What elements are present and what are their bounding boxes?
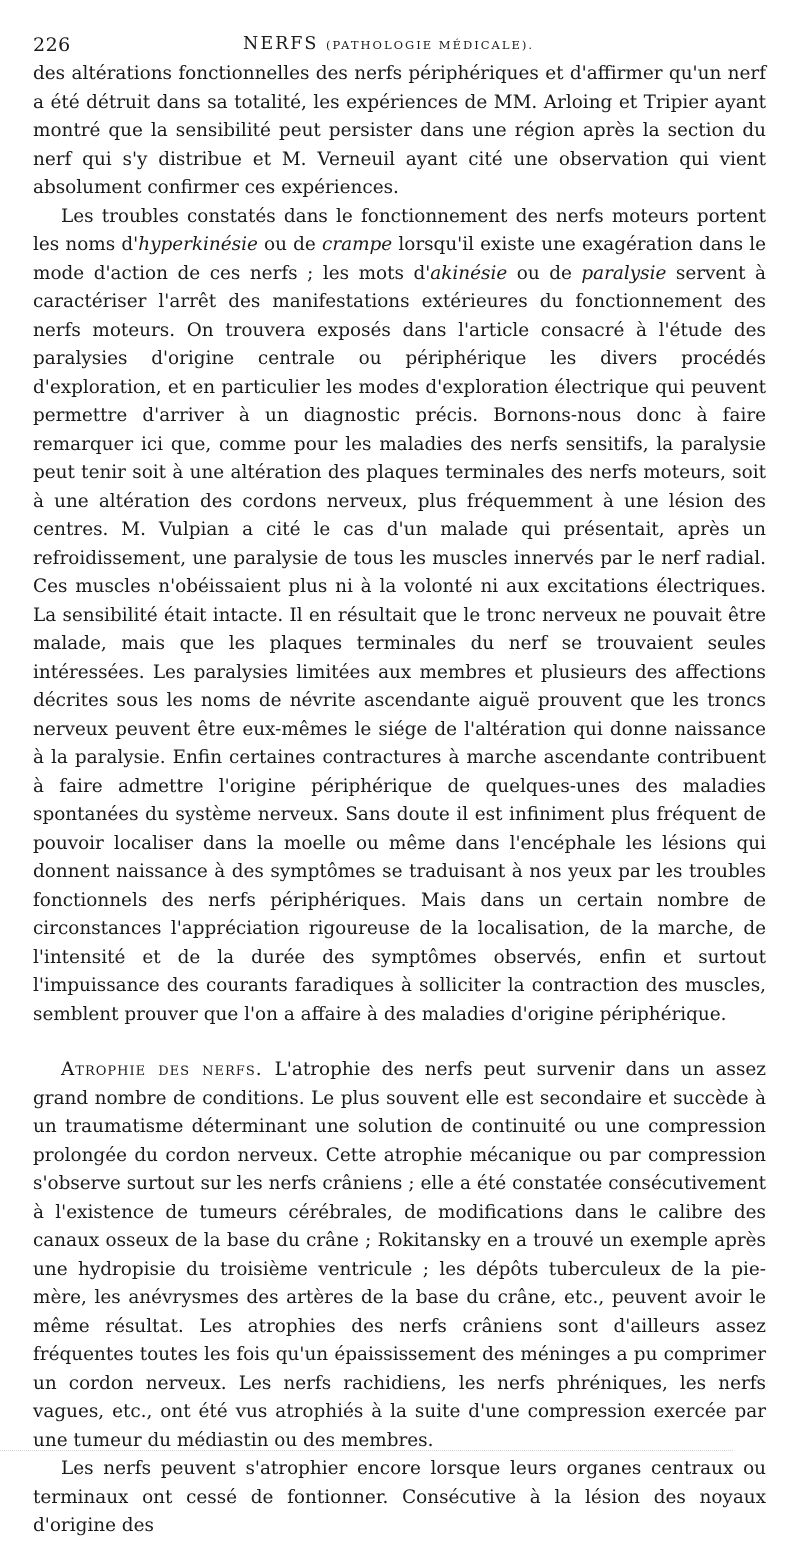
running-head — [33, 26, 766, 60]
header-title-main: NERFS — [243, 34, 319, 54]
paragraph-motor-nerves — [33, 203, 766, 1030]
section-title-atrophie: Atrophie des nerfs. — [61, 1059, 263, 1080]
term-paralysie: paralysie — [581, 262, 667, 284]
header-title — [243, 34, 534, 54]
para3-text: L'atrophie des nerfs peut survenir dans un assez grand nombre de conditions. Le plus souvent elle est secondaire et succède à un traumatisme déterminant une solution de continuité ou une compression prolongée du cordon nerveux. Cette atrophie mécanique ou par compression s'observe surtout sur les nerfs crâniens ; elle a été constatée consécutivement à l'existence de tumeurs cérébrales, de modifications dans le calibre des canaux osseux de la base du crâne ; Rokitansky en a trouvé un exemple après une hydropisie du troisième ventricule ; les dépôts tuberculeux de la pie-mère, les anévrysmes des artères de la base du crâne, etc., peuvent avoir le même résultat. Les atrophies des nerfs crâniens sont d'ailleurs assez fréquentes toutes les fois qu'un épaississement des méninges a pu comprimer un cordon nerveux. Les nerfs rachidiens, les nerfs phréniques, les nerfs vagues, etc., ont été vus atrophiés à la suite d'une compression exercée par une tumeur du médiastin ou des membres. — [33, 1059, 766, 1451]
para2-text-b: ou de — [257, 234, 323, 255]
page-bottom-noise — [0, 1450, 733, 1451]
page-number: 226 — [33, 34, 71, 56]
document-page — [33, 26, 766, 1541]
paragraph-atrophy-continued: Les nerfs peuvent s'atrophier encore lorsque leurs organes centraux ou terminaux ont cessé de fontionner. Consécutive à la lésion des noyaux d'origine des — [33, 1458, 766, 1536]
paragraph-atrophy — [33, 1056, 766, 1455]
para2-text-d: ou de — [507, 262, 582, 284]
section-spacer — [33, 1029, 766, 1056]
para2-text-c: lorsqu'il existe une exagération dans le mode d'action de ces nerfs ; les mots d' — [33, 234, 766, 284]
header-subtitle: (PATHOLOGIE MÉDICALE). — [325, 38, 535, 52]
para2-text-a: Les troubles constatés dans le fonctionnement des nerfs moteurs portent les noms d' — [33, 205, 766, 255]
paragraph-continuation: des altérations fonctionnelles des nerfs périphériques et d'affirmer qu'un nerf a été détruit dans sa totalité, les expériences de MM. Arloing et Tripier ayant montré que la sensibilité peut persister dans une région après la section du nerf qui s'y distribue et M. Verneuil ayant cité une observation qui vient absolument confirmer ces expériences. — [33, 63, 766, 198]
term-crampe: crampe — [322, 234, 393, 255]
para2-text-e: servent à caractériser l'arrêt des manifestations extérieures du fonctionnement des nerfs moteurs. On trouvera exposés dans l'article consacré à l'étude des paralysies d'origine centrale ou périphérique les divers procédés d'exploration, et en particulier les modes d'exploration électrique qui peuvent permettre d'arriver à un diagnostic précis. Bornons-nous donc à faire remarquer ici que, comme pour les maladies des nerfs sensitifs, la paralysie peut tenir soit à une altération des plaques terminales des nerfs moteurs, soit à une altération des cordons nerveux, plus fréquemment à une lésion des centres. M. Vulpian a cité le cas d'un malade qui présentait, après un refroidissement, une paralysie de tous les muscles innervés par le nerf radial. Ces muscles n'obéissaient plus ni à la volonté ni aux excitations électriques. La sensibilité était intacte. Il en résultait que le tronc nerveux ne pouvait être malade, mais que les plaques terminales du nerf se trouvaient seules intéressées. Les paralysies limitées aux membres et plusieurs des affections décrites sous les noms de névrite ascendante aiguë prouvent que les troncs nerveux peuvent être eux-mêmes le siége de l'altération qui donne naissance à la paralysie. Enfin certaines contractures à marche ascendante contribuent à faire admettre l'origine périphérique de quelques-unes des maladies spontanées du système nerveux. Sans doute il est infiniment plus fréquent de pouvoir localiser dans la moelle ou même dans l'encéphale les lésions qui donnent naissance à des symptômes se traduisant à nos yeux par les troubles fonctionnels des nerfs périphériques. Mais dans un certain nombre de circonstances l'appréciation rigoureuse de la localisation, de la marche, de l'intensité et de la durée des symptômes observés, enfin et surtout l'impuissance des courants faradiques à solliciter la contraction des muscles, semblent prouver que l'on a affaire à des maladies d'origine périphérique. — [33, 262, 767, 1025]
term-hyperkinesie: hyperkinésie — [138, 234, 258, 255]
term-akinesie: akinésie — [430, 262, 508, 284]
